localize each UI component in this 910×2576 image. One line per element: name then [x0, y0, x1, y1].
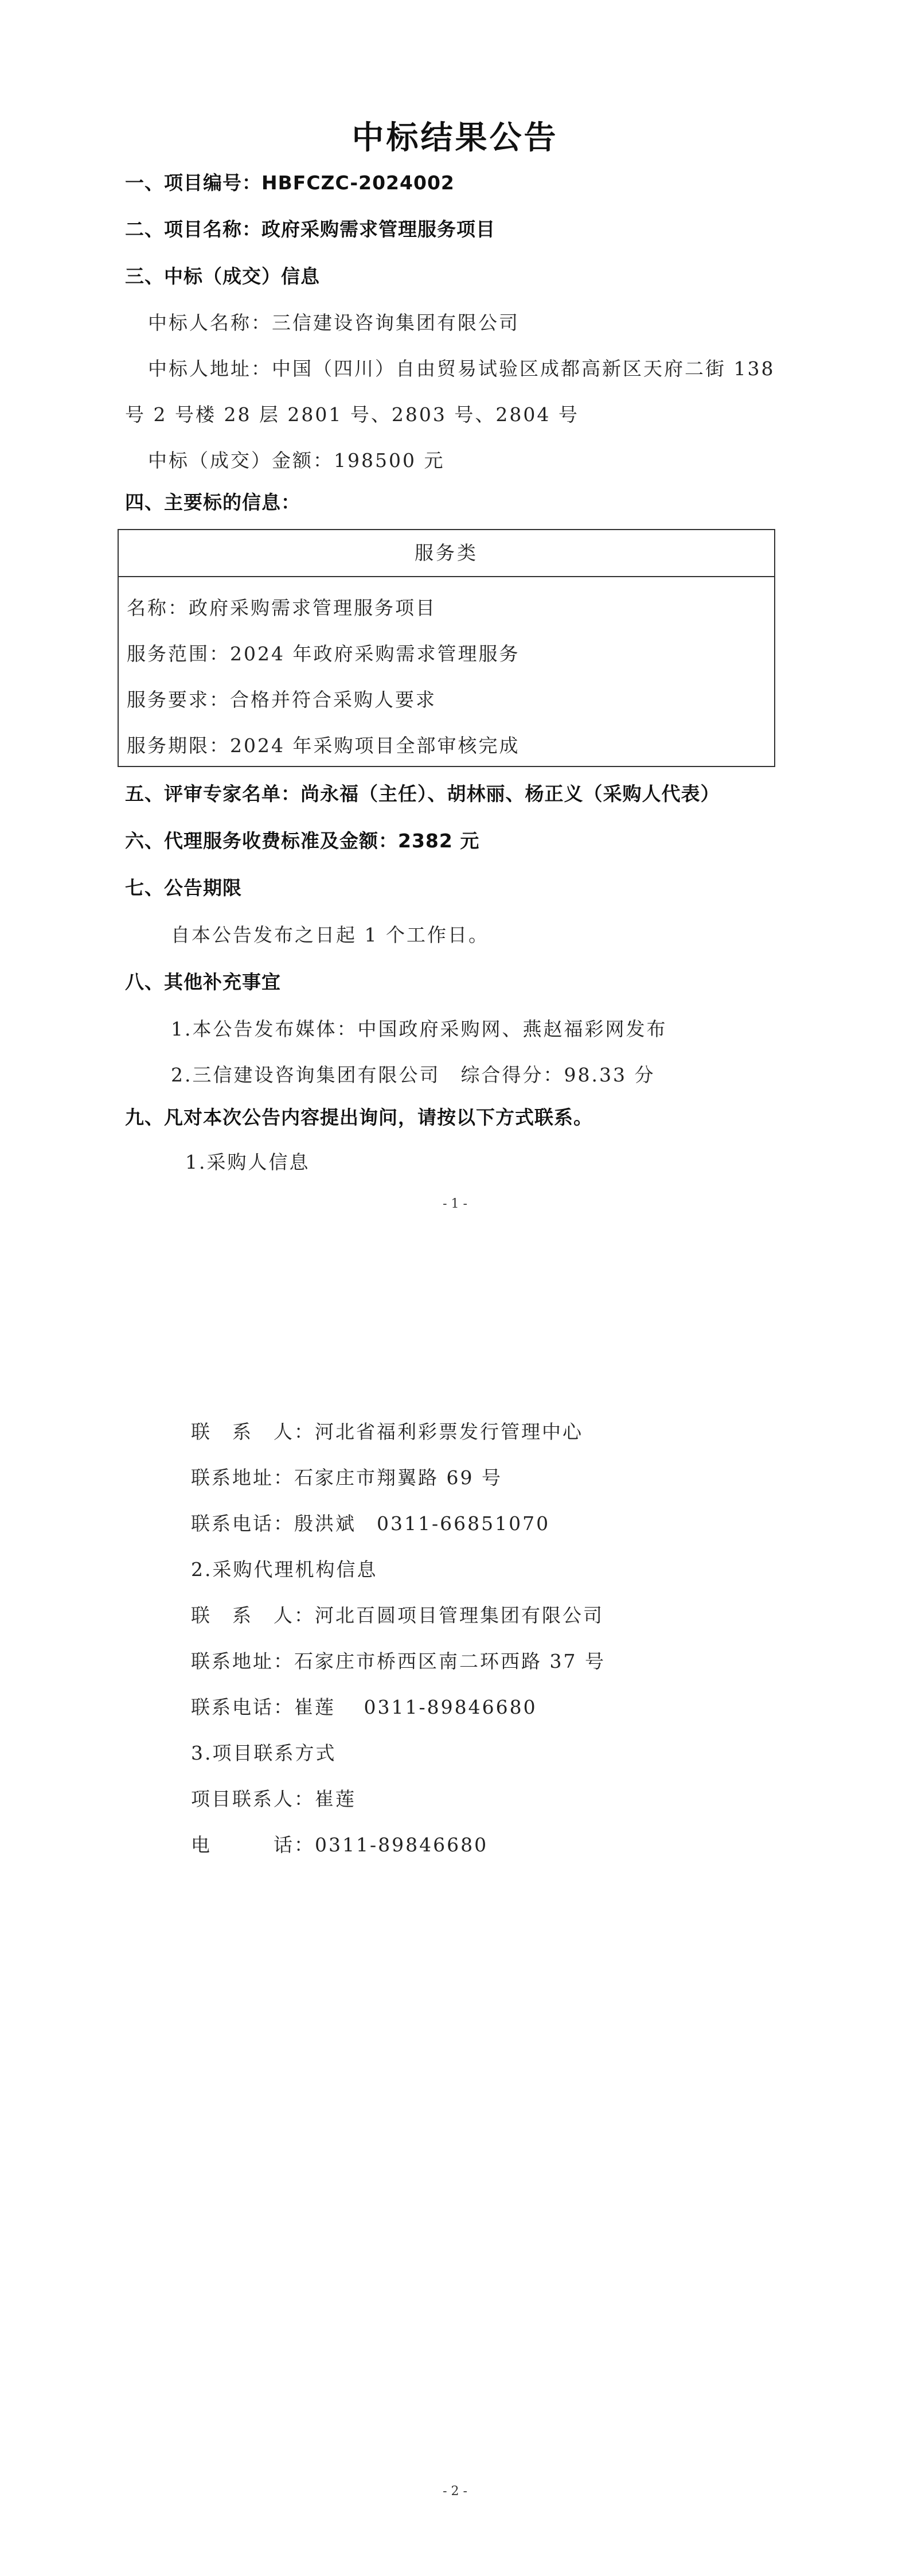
contact-heading: 九、凡对本次公告内容提出询问，请按以下方式联系。	[125, 1106, 593, 1129]
award-info-heading: 三、中标（成交）信息	[125, 265, 320, 287]
supplementary-heading: 八、其他补充事宜	[125, 971, 281, 993]
supplementary-item-2: 2.三信建设咨询集团有限公司 综合得分：98.33 分	[171, 1064, 655, 1086]
expert-list: 五、评审专家名单：尚永福（主任）、胡林丽、杨正义（采购人代表）	[125, 783, 720, 805]
supplementary-item-1: 1.本公告发布媒体：中国政府采购网、燕赵福彩网发布	[171, 1018, 667, 1040]
notice-period-heading: 七、公告期限	[125, 877, 242, 899]
purchaser-address: 联系地址：石家庄市翔翼路 69 号	[191, 1466, 502, 1489]
main-subject-heading: 四、主要标的信息：	[125, 491, 300, 513]
purchaser-contact: 联 系 人：河北省福利彩票发行管理中心	[191, 1421, 583, 1443]
table-row: 服务要求：合格并符合采购人要求	[127, 688, 436, 711]
page-number: - 2 -	[443, 2484, 467, 2499]
project-contact-heading: 3.项目联系方式	[191, 1742, 337, 1764]
agency-contact: 联 系 人：河北百圆项目管理集团有限公司	[191, 1604, 604, 1626]
agency-address: 联系地址：石家庄市桥西区南二环西路 37 号	[191, 1650, 606, 1672]
agency-phone: 联系电话：崔莲 0311-89846680	[191, 1696, 537, 1718]
agency-fee: 六、代理服务收费标准及金额：2382 元	[125, 830, 480, 852]
table-row: 名称：政府采购需求管理服务项目	[127, 597, 436, 619]
subject-table	[118, 529, 775, 767]
page-title: 中标结果公告	[351, 119, 559, 157]
project-number: 一、项目编号：HBFCZC-2024002	[125, 172, 455, 194]
table-row: 服务期限：2024 年采购项目全部审核完成	[127, 734, 520, 757]
table-header: 服务类	[119, 530, 774, 577]
winner-name: 中标人名称：三信建设咨询集团有限公司	[148, 312, 520, 334]
project-phone: 电 话：0311-89846680	[191, 1834, 489, 1856]
purchaser-info-heading: 1.采购人信息	[185, 1151, 310, 1173]
table-row: 服务范围：2024 年政府采购需求管理服务	[127, 643, 520, 665]
agency-info-heading: 2.采购代理机构信息	[191, 1558, 378, 1581]
winner-address-line1: 中标人地址：中国（四川）自由贸易试验区成都高新区天府二街 138	[148, 357, 775, 380]
page-number: - 1 -	[443, 1197, 467, 1211]
project-contact: 项目联系人：崔莲	[191, 1788, 356, 1810]
winner-address-line2: 号 2 号楼 28 层 2801 号、2803 号、2804 号	[125, 403, 579, 426]
notice-period-text: 自本公告发布之日起 1 个工作日。	[171, 924, 489, 946]
award-amount: 中标（成交）金额：198500 元	[148, 449, 445, 472]
project-name: 二、项目名称：政府采购需求管理服务项目	[125, 218, 495, 240]
purchaser-phone: 联系电话：殷洪斌 0311-66851070	[191, 1512, 550, 1535]
